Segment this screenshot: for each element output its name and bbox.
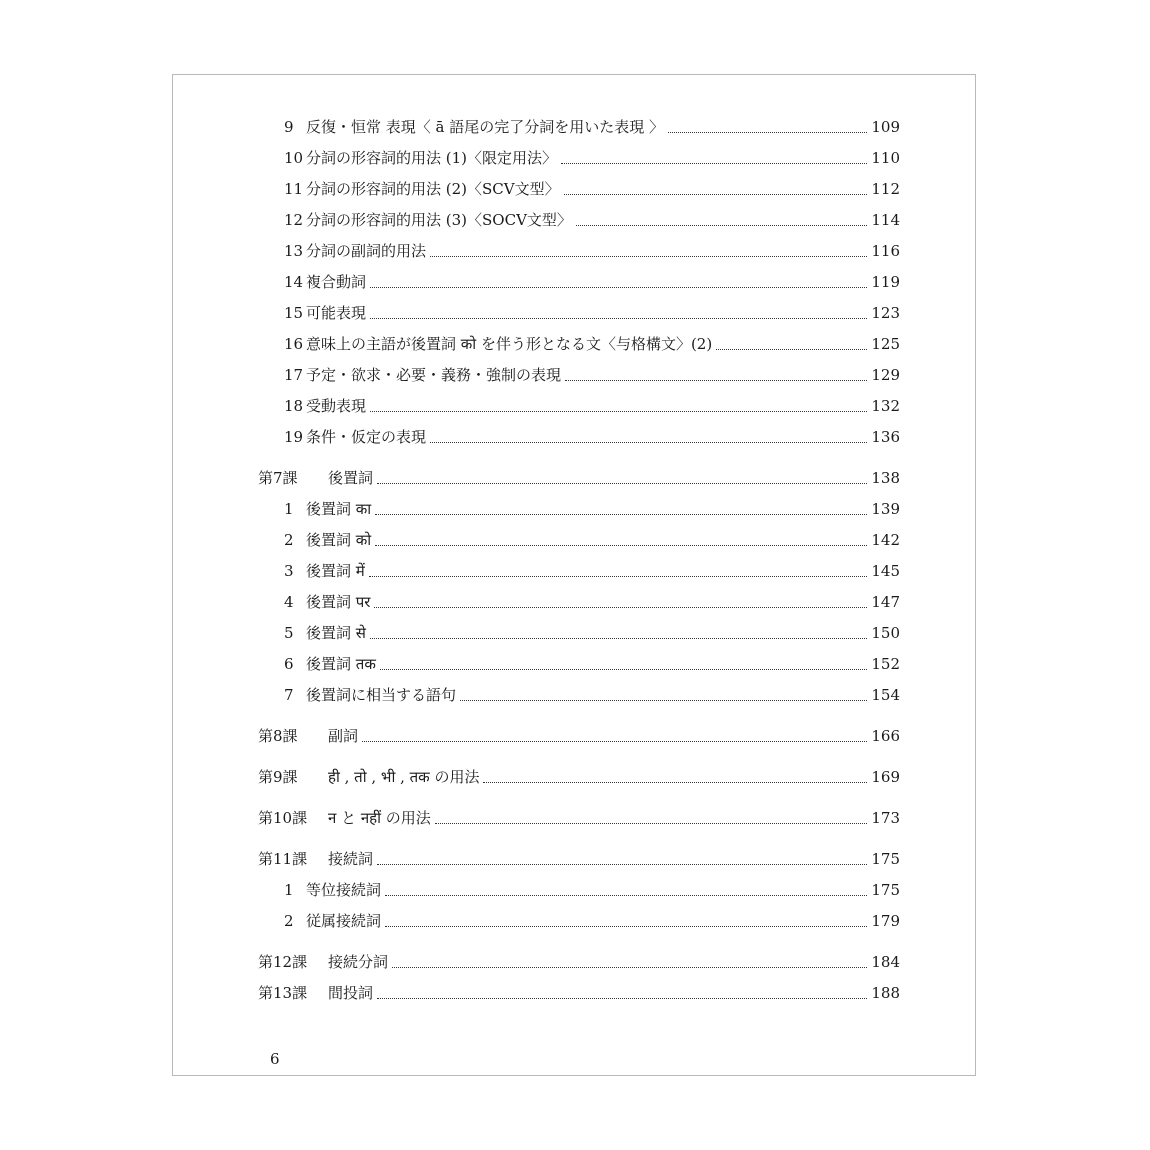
- toc-entry-number: 第8課: [258, 727, 298, 745]
- toc-entry-title: न と नहीं の用法: [328, 809, 431, 827]
- toc-chapter-entry: [258, 972, 900, 1003]
- toc-entry-page: 150: [871, 624, 900, 642]
- toc-entry-page: 119: [871, 273, 900, 291]
- toc-entry-number: 第11課: [258, 850, 308, 868]
- dot-leader: [370, 317, 867, 319]
- toc-section-entry: [258, 519, 900, 550]
- toc-entry-page: 123: [871, 304, 900, 322]
- toc-section-entry: [258, 488, 900, 519]
- toc-entry-page: 169: [871, 768, 900, 786]
- toc-section-entry: [258, 230, 900, 261]
- toc-entry-number: 19: [284, 428, 304, 446]
- toc-entry-page: 145: [871, 562, 900, 580]
- toc-section-entry: [258, 137, 900, 168]
- toc-entry-page: 175: [871, 881, 900, 899]
- toc-entry-page: 188: [871, 984, 900, 1002]
- toc-entry-title: 副詞: [328, 727, 359, 745]
- toc-section-entry: [258, 900, 900, 931]
- toc-entry-title: 受動表現: [306, 397, 367, 415]
- toc-section-entry: [258, 354, 900, 385]
- dot-leader: [385, 894, 867, 896]
- dot-leader: [380, 668, 868, 670]
- toc-entry-number: 第12課: [258, 953, 308, 971]
- toc-entry-page: 132: [871, 397, 900, 415]
- toc-chapter-entry: [258, 941, 900, 972]
- toc-entry-number: 13: [284, 242, 304, 260]
- toc-entry-number: 2: [284, 531, 294, 549]
- toc-entry-number: 第13課: [258, 984, 308, 1002]
- toc-chapter-entry: [258, 756, 900, 787]
- toc-section-entry: [258, 323, 900, 354]
- toc-entry-page: 112: [871, 180, 900, 198]
- toc-entry-page: 114: [871, 211, 900, 229]
- dot-leader: [374, 606, 867, 608]
- toc-entry-title: 接続詞: [328, 850, 374, 868]
- toc-entry-page: 139: [871, 500, 900, 518]
- toc-entry-title: 間投詞: [328, 984, 374, 1002]
- toc-entry-number: 第9課: [258, 768, 298, 786]
- toc-entry-title: 分詞の形容詞的用法 (3)〈SOCV文型〉: [306, 211, 572, 229]
- toc-entry-number: 5: [284, 624, 294, 642]
- toc-section-entry: [258, 581, 900, 612]
- dot-leader: [668, 131, 867, 133]
- dot-leader: [430, 255, 867, 257]
- toc-entry-title: 可能表現: [306, 304, 367, 322]
- toc-entry-number: 1: [284, 500, 294, 518]
- toc-entry-page: 125: [871, 335, 900, 353]
- toc-section-entry: [258, 261, 900, 292]
- toc-entry-page: 173: [871, 809, 900, 827]
- toc-entry-page: 152: [871, 655, 900, 673]
- toc-entry-title: 分詞の形容詞的用法 (1)〈限定用法〉: [306, 149, 558, 167]
- dot-leader: [392, 966, 867, 968]
- toc-entry-page: 109: [871, 118, 900, 136]
- toc-entry-page: 136: [871, 428, 900, 446]
- toc-section-entry: [258, 674, 900, 705]
- dot-leader: [377, 997, 867, 999]
- dot-leader: [377, 863, 867, 865]
- dot-leader: [375, 513, 867, 515]
- toc-entry-number: 第10課: [258, 809, 308, 827]
- dot-leader: [370, 637, 867, 639]
- dot-leader: [370, 410, 867, 412]
- toc-entry-page: 110: [871, 149, 900, 167]
- toc-entry-title: 後置詞 में: [306, 562, 365, 580]
- toc-entry-page: 154: [871, 686, 900, 704]
- toc-entry-title: 接続分詞: [328, 953, 389, 971]
- toc-entry-title: 後置詞 को: [306, 531, 372, 549]
- toc-section-entry: [258, 643, 900, 674]
- dot-leader: [435, 822, 868, 824]
- page-number: 6: [270, 1050, 280, 1068]
- toc-entry-title: 予定・欲求・必要・義務・強制の表現: [306, 366, 562, 384]
- dot-leader: [370, 286, 867, 288]
- toc-entry-number: 6: [284, 655, 294, 673]
- toc-chapter-entry: [258, 457, 900, 488]
- toc-section-entry: [258, 550, 900, 581]
- toc-entry-number: 11: [284, 180, 304, 198]
- toc-entry-number: 16: [284, 335, 304, 353]
- toc-entry-number: 1: [284, 881, 294, 899]
- toc-section-entry: [258, 168, 900, 199]
- toc-entry-title: 意味上の主語が後置詞 को を伴う形となる文〈与格構文〉(2): [306, 335, 713, 353]
- toc-entry-page: 116: [871, 242, 900, 260]
- toc-section-entry: [258, 199, 900, 230]
- toc-entry-title: 分詞の形容詞的用法 (2)〈SCV文型〉: [306, 180, 560, 198]
- dot-leader: [564, 193, 868, 195]
- dot-leader: [460, 699, 867, 701]
- dot-leader: [369, 575, 868, 577]
- toc-entry-number: 15: [284, 304, 304, 322]
- dot-leader: [576, 224, 867, 226]
- toc-entry-page: 147: [871, 593, 900, 611]
- toc-section-entry: [258, 106, 900, 137]
- table-of-contents: [258, 106, 900, 1003]
- toc-entry-title: 等位接続詞: [306, 881, 382, 899]
- toc-entry-page: 175: [871, 850, 900, 868]
- toc-section-entry: [258, 416, 900, 447]
- toc-entry-title: ही , तो , भी , तक の用法: [328, 768, 480, 786]
- toc-section-entry: [258, 292, 900, 323]
- toc-entry-number: 7: [284, 686, 294, 704]
- toc-entry-page: 179: [871, 912, 900, 930]
- toc-entry-title: 後置詞: [328, 469, 374, 487]
- toc-entry-title: 反復・恒常 表現〈 ā 語尾の完了分詞を用いた表現 〉: [306, 118, 665, 136]
- toc-entry-title: 後置詞に相当する語句: [306, 686, 457, 704]
- toc-entry-number: 18: [284, 397, 304, 415]
- toc-entry-number: 4: [284, 593, 294, 611]
- dot-leader: [385, 925, 867, 927]
- toc-entry-title: 分詞の副詞的用法: [306, 242, 427, 260]
- toc-chapter-entry: [258, 838, 900, 869]
- toc-entry-page: 129: [871, 366, 900, 384]
- toc-entry-title: 従属接続詞: [306, 912, 382, 930]
- toc-entry-page: 142: [871, 531, 900, 549]
- toc-entry-title: 後置詞 तक: [306, 655, 376, 673]
- dot-leader: [565, 379, 867, 381]
- dot-leader: [362, 740, 867, 742]
- dot-leader: [377, 482, 867, 484]
- toc-entry-title: 複合動詞: [306, 273, 367, 291]
- toc-entry-title: 後置詞 से: [306, 624, 366, 642]
- toc-entry-number: 10: [284, 149, 304, 167]
- toc-entry-page: 166: [871, 727, 900, 745]
- dot-leader: [430, 441, 867, 443]
- toc-entry-number: 14: [284, 273, 304, 291]
- toc-section-entry: [258, 869, 900, 900]
- toc-entry-number: 17: [284, 366, 304, 384]
- toc-entry-page: 184: [871, 953, 900, 971]
- toc-entry-number: 9: [284, 118, 294, 136]
- toc-entry-page: 138: [871, 469, 900, 487]
- dot-leader: [483, 781, 867, 783]
- toc-chapter-entry: [258, 715, 900, 746]
- toc-section-entry: [258, 612, 900, 643]
- toc-section-entry: [258, 385, 900, 416]
- dot-leader: [716, 348, 867, 350]
- toc-entry-number: 2: [284, 912, 294, 930]
- toc-entry-number: 12: [284, 211, 304, 229]
- toc-entry-title: 後置詞 का: [306, 500, 372, 518]
- toc-entry-number: 第7課: [258, 469, 298, 487]
- dot-leader: [561, 162, 867, 164]
- toc-entry-number: 3: [284, 562, 294, 580]
- toc-entry-title: 条件・仮定の表現: [306, 428, 427, 446]
- toc-chapter-entry: [258, 797, 900, 828]
- dot-leader: [375, 544, 867, 546]
- toc-entry-title: 後置詞 पर: [306, 593, 371, 611]
